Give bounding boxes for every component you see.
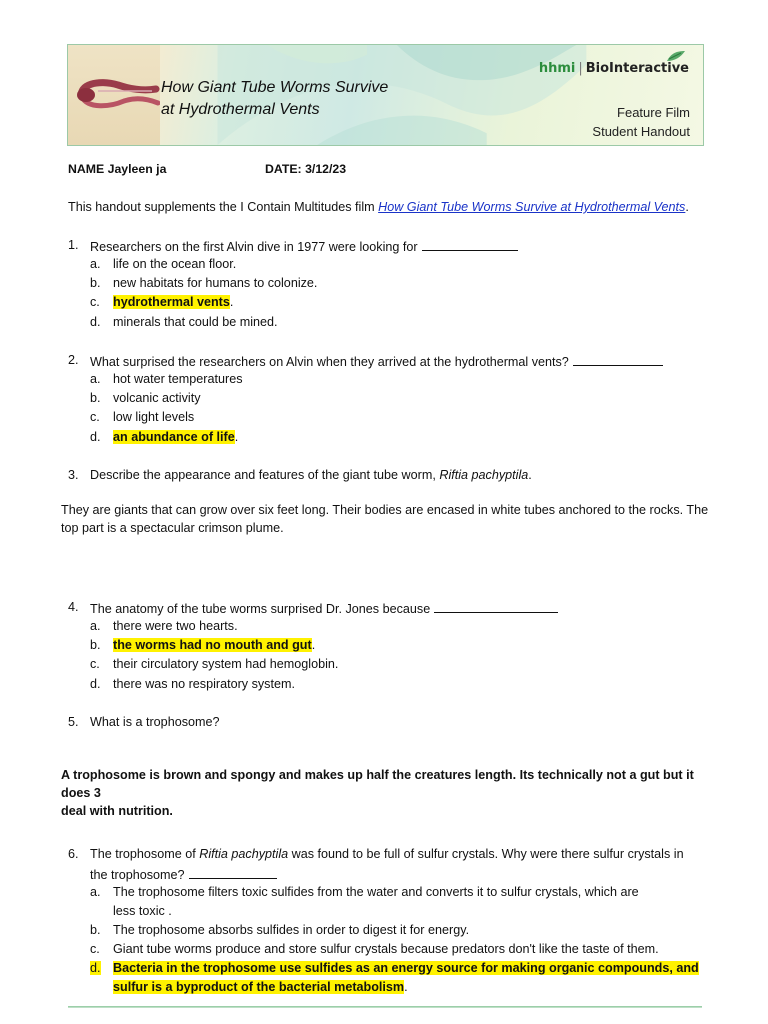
question-text-line-2: the trophosome? [90, 866, 277, 882]
question-number: 4. [68, 600, 79, 614]
option-letter: b. [90, 638, 101, 652]
option-text: minerals that could be mined. [113, 315, 278, 329]
answer-blank[interactable] [422, 238, 518, 251]
tube-worm-image [68, 45, 160, 145]
brand-hhmi: hhmi [538, 61, 576, 76]
selected-answer: an abundance of life. [113, 430, 239, 444]
option-text: life on the ocean floor. [113, 257, 237, 271]
option-letter: a. [90, 885, 101, 899]
option-text: there was no respiratory system. [113, 677, 295, 691]
title-line-1: How Giant Tube Worms Survive [161, 79, 389, 96]
question-text: The anatomy of the tube worms surprised Dr. Jones because [90, 600, 558, 616]
option-letter: b. [90, 923, 101, 937]
option-letter: b. [90, 276, 101, 290]
option-text-line-2: less toxic . [113, 904, 172, 918]
brand-biointeractive: BioInteractive [585, 61, 689, 76]
answer-paragraph [61, 766, 721, 820]
option-letter: c. [90, 942, 100, 956]
option-letter: d. [90, 677, 101, 691]
answer-blank[interactable] [189, 866, 277, 879]
question-number: 5. [68, 715, 79, 729]
option-text: their circulatory system had hemoglobin. [113, 657, 339, 671]
option-letter: b. [90, 391, 101, 405]
option-letter: c. [90, 410, 100, 424]
question-number: 3. [68, 468, 79, 482]
option-text: The trophosome absorbs sulfides in order to digest it for energy. [113, 923, 470, 937]
answer-line: deal with nutrition. [61, 804, 173, 818]
option-text: low light levels [113, 410, 195, 424]
selected-answer: hydrothermal vents. [113, 295, 234, 309]
selected-answer: the worms had no mouth and gut. [113, 638, 316, 652]
name-field: NAME Jayleen ja [68, 162, 167, 176]
option-text: there were two hearts. [113, 619, 238, 633]
answer-blank[interactable] [573, 353, 663, 366]
answer-blank[interactable] [434, 600, 558, 613]
tube-worm-thumbnail [68, 45, 160, 145]
answer-line: top part is a spectacular crimson plume. [61, 521, 284, 535]
option-letter: c. [90, 657, 100, 671]
answer-line: They are giants that can grow over six feet long. Their bodies are encased in white tubes anchored to the rocks. The [61, 503, 709, 517]
footer-divider [68, 1006, 702, 1008]
option-letter: a. [90, 619, 101, 633]
intro-suffix: . [685, 200, 689, 214]
option-text: Giant tube worms produce and store sulfur crystals because predators don't like the taste of them. [113, 942, 659, 956]
answer-paragraph [61, 501, 721, 537]
handout-subtitle [592, 103, 690, 141]
question-text: Describe the appearance and features of the giant tube worm, Riftia pachyptila. [90, 468, 532, 482]
option-letter: c. [90, 295, 100, 309]
selected-answer-line-2: sulfur is a byproduct of the bacterial metabolism. [113, 980, 408, 994]
option-letter: a. [90, 257, 101, 271]
question-text: Researchers on the first Alvin dive in 1977 were looking for [90, 238, 518, 254]
option-text: volcanic activity [113, 391, 201, 405]
question-text: The trophosome of Riftia pachyptila was found to be full of sulfur crystals. Why were there sulfur crystals in [90, 847, 684, 861]
film-link[interactable]: How Giant Tube Worms Survive at Hydrothermal Vents [378, 200, 686, 214]
question-number: 1. [68, 238, 79, 252]
option-text: hot water temperatures [113, 372, 243, 386]
subtitle-line-1: Feature Film [617, 105, 690, 120]
question-text: What surprised the researchers on Alvin when they arrived at the hydrothermal vents? [90, 353, 663, 369]
option-text: new habitats for humans to colonize. [113, 276, 318, 290]
question-text: What is a trophosome? [90, 715, 220, 729]
title-line-2: at Hydrothermal Vents [161, 101, 320, 118]
selected-answer: Bacteria in the trophosome use sulfides as an energy source for making organic compounds, and [113, 961, 699, 975]
option-letter: d. [90, 315, 101, 329]
intro-prefix: This handout supplements the I Contain Multitudes film [68, 200, 379, 214]
option-letter: a. [90, 372, 101, 386]
handout-title [161, 77, 461, 121]
option-text: The trophosome filters toxic sulfides from the water and converts it to sulfur crystals, which are [113, 885, 639, 899]
option-letter: d. [90, 430, 101, 444]
question-number: 2. [68, 353, 79, 367]
brand-separator: | [578, 61, 583, 76]
option-letter: d. [90, 961, 101, 975]
date-field: DATE: 3/12/23 [265, 162, 347, 176]
question-number: 6. [68, 847, 79, 861]
subtitle-line-2: Student Handout [592, 124, 690, 139]
header-banner [67, 44, 704, 146]
answer-line: A trophosome is brown and spongy and makes up half the creatures length. Its technically not a gut but it does 3 [61, 768, 694, 800]
intro-paragraph [68, 200, 689, 214]
hhmi-biointeractive-logo [539, 61, 689, 76]
